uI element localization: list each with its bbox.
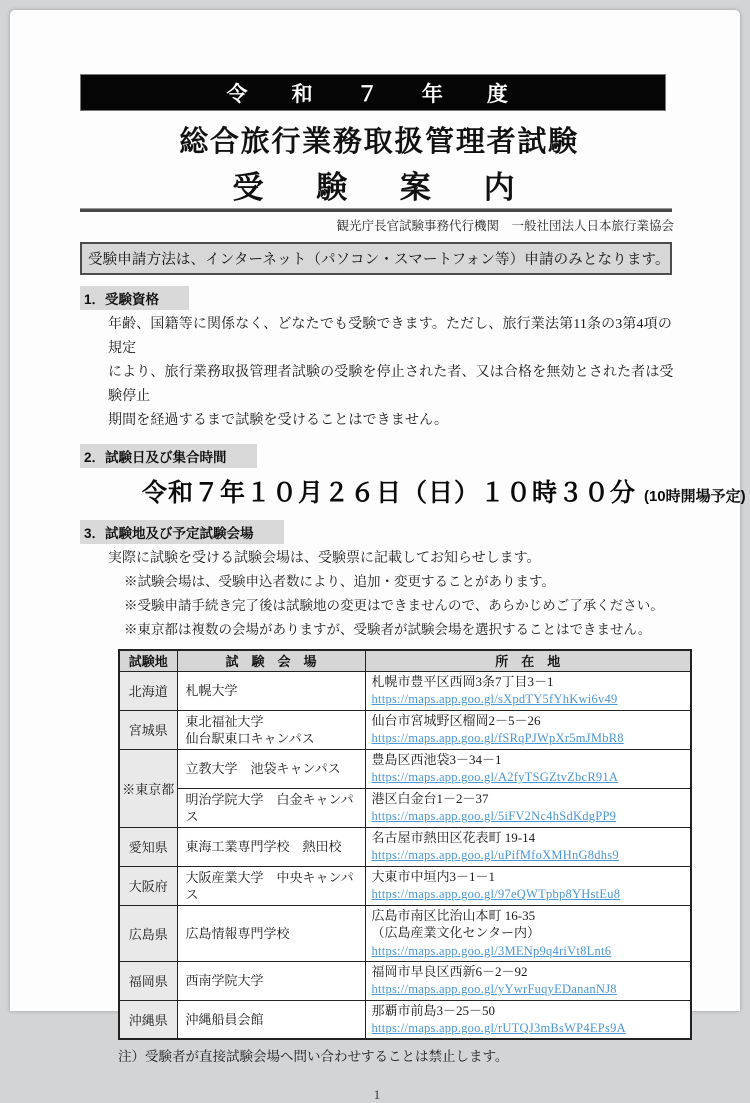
venue-cell: 広島情報専門学校 bbox=[177, 905, 365, 961]
address-cell bbox=[365, 749, 691, 788]
region-cell: 沖縄県 bbox=[119, 1000, 177, 1039]
section1-line: 期間を経過するまで試験を受けることはできません。 bbox=[108, 413, 449, 428]
venue-cell: 東海工業専門学校 熱田校 bbox=[177, 827, 365, 866]
section1-body bbox=[108, 313, 678, 433]
exam-date-main: 令和７年１０月２６日（日）１０時３０分 bbox=[142, 479, 637, 507]
address-cell bbox=[365, 1000, 691, 1039]
table-row bbox=[119, 788, 691, 827]
address-text: 那覇市前島3－25－50 bbox=[371, 1002, 496, 1018]
header-region: 試験地 bbox=[119, 650, 177, 671]
address-cell bbox=[365, 827, 691, 866]
venue-cell: 札幌大学 bbox=[177, 671, 365, 710]
address-text: 大東市中垣内3－1－1 bbox=[371, 868, 496, 884]
venue-cell: 大阪産業大学 中央キャンパス bbox=[177, 866, 365, 905]
section3-note: ※試験会場は、受験申込者数により、追加・変更することがあります。 bbox=[124, 574, 555, 589]
map-link[interactable]: https://maps.app.goo.gl/A2fyTSGZtvZbcR91A bbox=[371, 770, 619, 785]
address-cell bbox=[365, 866, 691, 905]
exam-date bbox=[142, 473, 746, 509]
region-cell: 広島県 bbox=[119, 905, 177, 961]
region-cell: 福岡県 bbox=[119, 961, 177, 1000]
table-row bbox=[119, 1000, 691, 1039]
map-link[interactable]: https://maps.app.goo.gl/rUTQJ3mBsWP4EPs9A bbox=[371, 1021, 626, 1035]
address-text: 仙台市宮城野区榴岡2－5－26 bbox=[371, 712, 541, 728]
venue-cell: 西南学院大学 bbox=[177, 961, 365, 1000]
section3-note: ※受験申請手続き完了後は試験地の変更はできませんので、あらかじめご了承ください。 bbox=[124, 598, 664, 613]
year-banner: 令 和 ７ 年 度 bbox=[80, 74, 666, 111]
region-cell: 大阪府 bbox=[119, 866, 177, 905]
map-link[interactable]: https://maps.app.goo.gl/sXpdTY5fYhKwi6v49 bbox=[371, 692, 618, 707]
exam-date-note: (10時開場予定) bbox=[643, 488, 746, 505]
venues-tbody bbox=[119, 671, 691, 1039]
table-row bbox=[119, 905, 691, 961]
map-link[interactable]: https://maps.app.goo.gl/5iFV2Nc4hSdKdgPP9 bbox=[371, 809, 617, 824]
address-text: 札幌市豊平区西岡3条7丁目3－1 bbox=[371, 673, 554, 689]
map-link[interactable]: https://maps.app.goo.gl/97eQWTpbp8YHstEu8 bbox=[371, 887, 621, 902]
page-number: 1 bbox=[373, 1087, 381, 1102]
table-row bbox=[119, 671, 691, 710]
table-bottom-note: 注）受験者が直接試験会場へ問い合わせすることは禁止します。 bbox=[118, 1049, 509, 1064]
address-cell bbox=[365, 961, 691, 1000]
section3-heading: 3．試験地及び予定試験会場 bbox=[80, 520, 284, 544]
address-cell bbox=[365, 671, 691, 710]
table-row bbox=[119, 710, 691, 749]
table-row bbox=[119, 749, 691, 788]
section3-note: ※東京都は複数の会場がありますが、受験者が試験会場を選択することはできません。 bbox=[124, 622, 652, 637]
section1-line: 年齢、国籍等に関係なく、どなたでも受験できます。ただし、旅行業法第11条の3第4項の規定 bbox=[108, 317, 672, 356]
map-link[interactable]: https://maps.app.goo.gl/yYwrFuqyEDananNJ8 bbox=[371, 982, 617, 997]
venue-cell: 明治学院大学 白金キャンパス bbox=[177, 788, 365, 827]
section3-intro: 実際に試験を受ける試験会場は、受験票に記載してお知らせします。 bbox=[108, 551, 541, 566]
section1-heading: 1．受験資格 bbox=[80, 286, 189, 310]
application-notice-box: 受験申請方法は、インターネット（パソコン・スマートフォン等）申請のみとなります。 bbox=[80, 242, 672, 275]
header-address: 所 在 地 bbox=[365, 650, 691, 671]
exam-title: 総合旅行業務取扱管理者試験 bbox=[179, 126, 579, 158]
region-cell: 宮城県 bbox=[119, 710, 177, 749]
address-text: 名古屋市熱田区花表町 19-14 bbox=[371, 829, 536, 845]
section2-heading: 2．試験日及び集合時間 bbox=[80, 444, 257, 468]
venue-cell: 沖縄船員会館 bbox=[177, 1000, 365, 1039]
address-text: 港区白金台1－2－37 bbox=[371, 790, 489, 806]
address-cell bbox=[365, 905, 691, 961]
document-page bbox=[10, 10, 746, 1102]
guide-title: 受 験 案 内 bbox=[232, 170, 526, 205]
section1-line: により、旅行業務取扱管理者試験の受験を停止された者、又は合格を無効とされた者は受験停止 bbox=[108, 365, 674, 404]
header-venue: 試 験 会 場 bbox=[177, 650, 365, 671]
table-row bbox=[119, 827, 691, 866]
table-header-row bbox=[119, 650, 691, 671]
agency-line: 観光庁長官試験事務代行機関 一般社団法人日本旅行業協会 bbox=[336, 219, 674, 233]
address-text: （広島産業文化センター内） bbox=[371, 925, 540, 940]
region-cell: 北海道 bbox=[119, 671, 177, 710]
address-text: 広島市南区比治山本町 16-35 bbox=[371, 907, 536, 923]
address-text: 豊島区西池袋3－34－1 bbox=[371, 751, 502, 767]
address-cell bbox=[365, 788, 691, 827]
title-underline bbox=[80, 208, 672, 212]
table-row bbox=[119, 961, 691, 1000]
region-cell: ※東京都 bbox=[119, 749, 177, 827]
table-row bbox=[119, 866, 691, 905]
address-text: 福岡市早良区西新6－2－92 bbox=[371, 963, 528, 979]
address-cell bbox=[365, 710, 691, 749]
venues-table bbox=[118, 649, 692, 1040]
map-link[interactable]: https://maps.app.goo.gl/uPifMfoXMHnG8dhs9 bbox=[371, 848, 619, 863]
map-link[interactable]: https://maps.app.goo.gl/3MENp9q4riVt8Lnt6 bbox=[371, 943, 612, 958]
map-link[interactable]: https://maps.app.goo.gl/fSRqPJWpXr5mJMbR8 bbox=[371, 731, 624, 746]
venue-cell: 立教大学 池袋キャンパス bbox=[177, 749, 365, 788]
venue-cell: 東北福祉大学 仙台駅東口キャンパス bbox=[177, 710, 365, 749]
region-cell: 愛知県 bbox=[119, 827, 177, 866]
